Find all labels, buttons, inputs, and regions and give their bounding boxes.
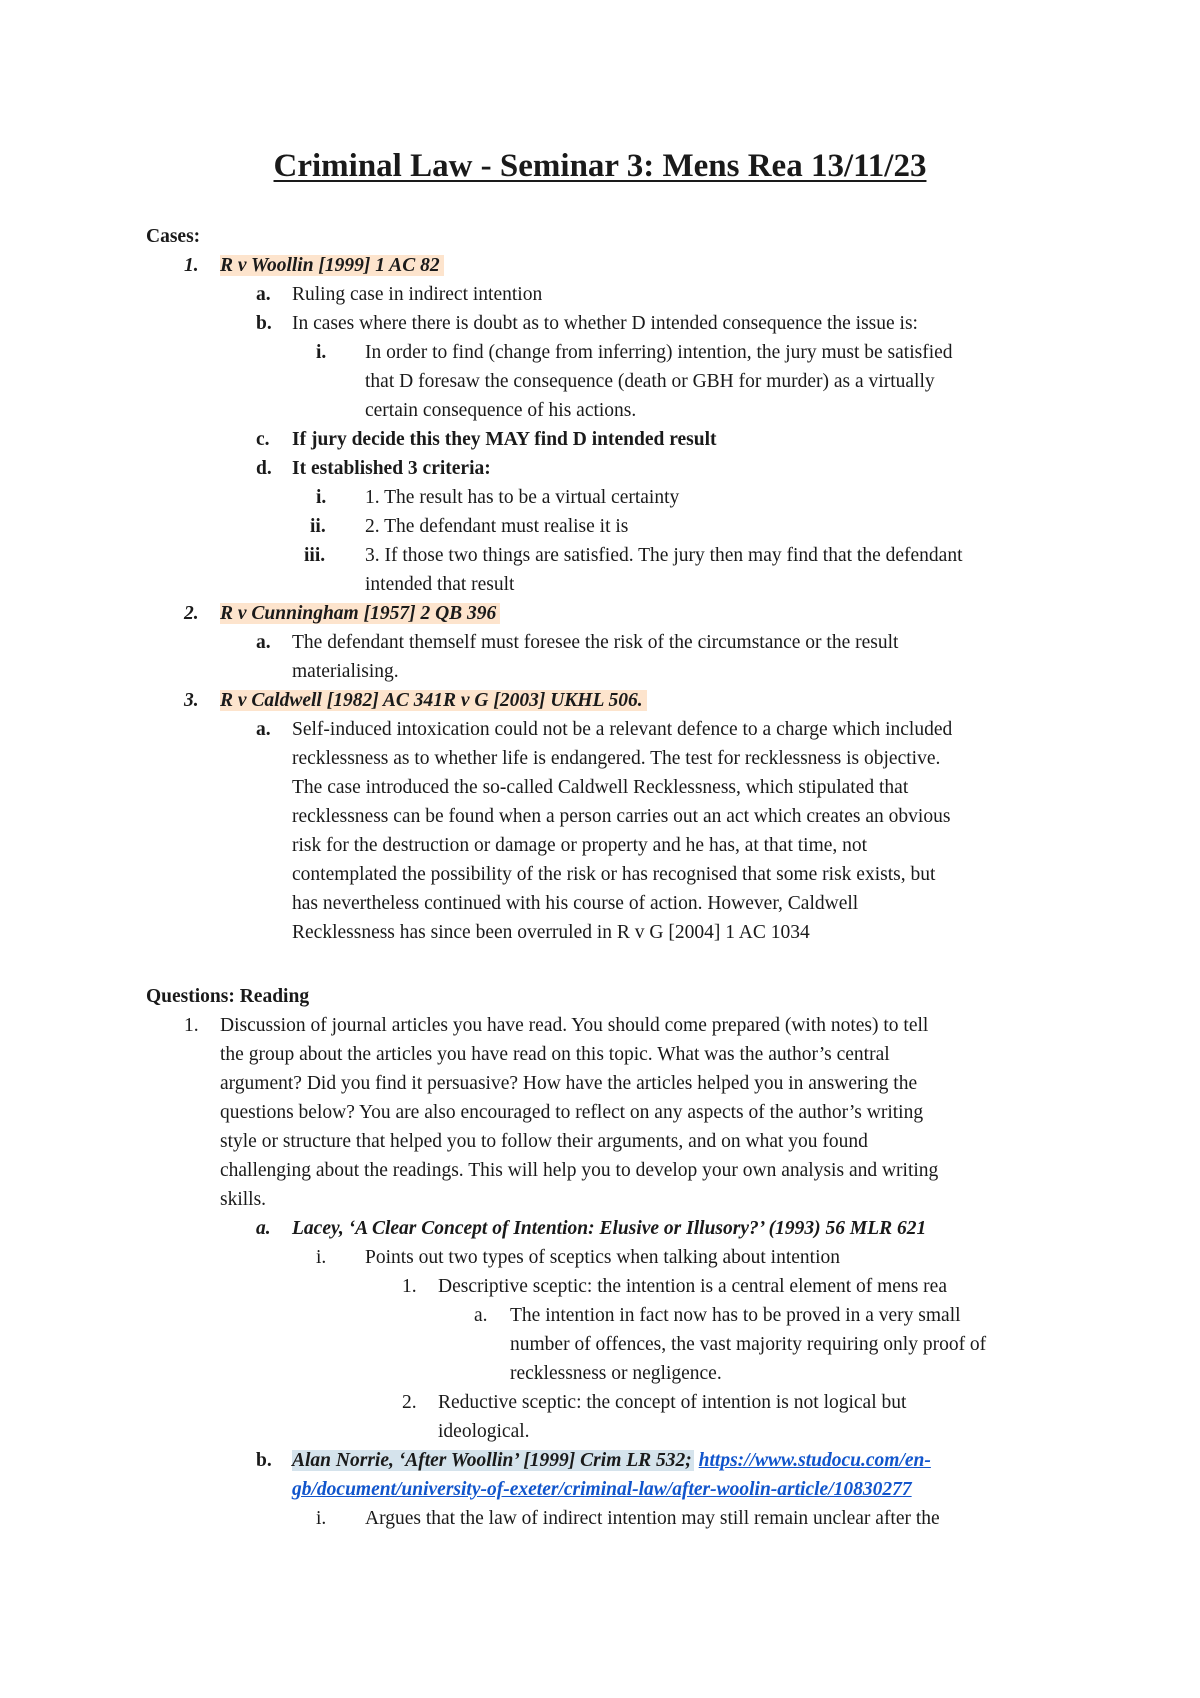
article-a-sub-1a-marker: a. xyxy=(474,1305,488,1326)
case-1-point-c: If jury decide this they MAY find D intended result xyxy=(292,429,717,450)
case-3-point-a-line-2: recklessness as to whether life is endangered. The test for recklessness is objective. xyxy=(292,748,941,769)
criteria-ii-marker: ii. xyxy=(310,516,326,537)
article-b-marker: b. xyxy=(256,1450,272,1471)
case-1-point-a-marker: a. xyxy=(256,284,271,305)
article-a-point-i-marker: i. xyxy=(316,1247,327,1268)
case-2-name: R v Cunningham [1957] 2 QB 396 xyxy=(220,599,500,628)
article-b-link-part-1[interactable]: https://www.studocu.com/en- xyxy=(698,1450,931,1471)
case-1-point-c-marker: c. xyxy=(256,429,270,450)
case-3-marker: 3. xyxy=(184,690,199,711)
case-3-name: R v Caldwell [1982] AC 341R v G [2003] UKHL 506. xyxy=(220,686,647,715)
article-a-sub-1-marker: 1. xyxy=(402,1276,417,1297)
article-a-marker: a. xyxy=(256,1218,271,1239)
case-3-point-a-line-7: has nevertheless continued with his course of action. However, Caldwell xyxy=(292,893,859,914)
question-1-line-2: the group about the articles you have read on this topic. What was the author’s central xyxy=(220,1044,890,1065)
criteria-iii-line-1: 3. If those two things are satisfied. The jury then may find that the defendant xyxy=(365,545,963,566)
article-a-sub-2-marker: 2. xyxy=(402,1392,417,1413)
case-1-point-b-i-line-3: certain consequence of his actions. xyxy=(365,400,637,421)
case-1-point-b-i-line-1: In order to find (change from inferring) intention, the jury must be satisfied xyxy=(365,342,953,363)
criteria-i: 1. The result has to be a virtual certainty xyxy=(365,487,680,508)
case-3-point-a-line-5: risk for the destruction or damage or property and he has, at that time, not xyxy=(292,835,868,856)
article-b-citation: Alan Norrie, ‘After Woollin’ [1999] Crim LR 532; xyxy=(292,1450,692,1471)
question-1-line-6: challenging about the readings. This will help you to develop your own analysis and writing xyxy=(220,1160,939,1181)
case-1-point-a: Ruling case in indirect intention xyxy=(292,284,543,305)
case-3-point-a-line-1: Self-induced intoxication could not be a relevant defence to a charge which included xyxy=(292,719,953,740)
question-1-line-1: Discussion of journal articles you have read. You should come prepared (with notes) to tell xyxy=(220,1015,929,1036)
case-2-point-a-line-1: The defendant themself must foresee the risk of the circumstance or the result xyxy=(292,632,899,653)
case-2-marker: 2. xyxy=(184,603,199,624)
case-3-point-a-line-8: Recklessness has since been overruled in R v G [2004] 1 AC 1034 xyxy=(292,922,810,943)
article-b-point-i-marker: i. xyxy=(316,1508,327,1529)
article-a-point-i: Points out two types of sceptics when talking about intention xyxy=(365,1247,840,1268)
article-a-sub-1a-line-1: The intention in fact now has to be proved in a very small xyxy=(510,1305,961,1326)
article-a-citation: Lacey, ‘A Clear Concept of Intention: Elusive or Illusory?’ (1993) 56 MLR 621 xyxy=(292,1218,927,1239)
case-1-point-b-i-marker: i. xyxy=(316,342,327,363)
case-2-point-a-marker: a. xyxy=(256,632,271,653)
criteria-i-marker: i. xyxy=(316,487,327,508)
article-a-sub-1a-line-3: recklessness or negligence. xyxy=(510,1363,722,1384)
article-a-sub-1: Descriptive sceptic: the intention is a central element of mens rea xyxy=(438,1276,947,1297)
case-3-point-a-line-4: recklessness can be found when a person carries out an act which creates an obvious xyxy=(292,806,951,827)
case-1-point-b-i-line-2: that D foresaw the consequence (death or GBH for murder) as a virtually xyxy=(365,371,935,392)
criteria-iii-marker: iii. xyxy=(304,545,326,566)
article-a-sub-2-line-1: Reductive sceptic: the concept of intention is not logical but xyxy=(438,1392,907,1413)
case-1-point-d-marker: d. xyxy=(256,458,272,479)
case-3-point-a-line-3: The case introduced the so-called Caldwell Recklessness, which stipulated that xyxy=(292,777,909,798)
article-a-sub-1a-line-2: number of offences, the vast majority requiring only proof of xyxy=(510,1334,987,1355)
question-1-line-3: argument? Did you find it persuasive? How have the articles helped you in answering the xyxy=(220,1073,918,1094)
case-3-point-a-marker: a. xyxy=(256,719,271,740)
case-1-point-d: It established 3 criteria: xyxy=(292,458,491,479)
criteria-iii-line-2: intended that result xyxy=(365,574,515,595)
question-1-line-5: style or structure that helped you to follow their arguments, and on what you found xyxy=(220,1131,868,1152)
question-1-line-4: questions below? You are also encouraged to reflect on any aspects of the author’s writing xyxy=(220,1102,924,1123)
article-b-point-i: Argues that the law of indirect intention may still remain unclear after the xyxy=(365,1508,940,1529)
article-b-citation-line xyxy=(292,1446,931,1475)
criteria-ii: 2. The defendant must realise it is xyxy=(365,516,629,537)
question-1-marker: 1. xyxy=(184,1015,199,1036)
question-1-line-7: skills. xyxy=(220,1189,267,1210)
case-1-name: R v Woollin [1999] 1 AC 82 xyxy=(220,251,444,280)
case-3-point-a-line-6: contemplated the possibility of the risk or has recognised that some risk exists, but xyxy=(292,864,936,885)
cases-heading: Cases: xyxy=(146,226,201,247)
case-1-point-b-marker: b. xyxy=(256,313,272,334)
article-b-link-line xyxy=(292,1475,912,1504)
article-b-link-part-2[interactable]: gb/document/university-of-exeter/criminal-law/after-woolin-article/10830277 xyxy=(292,1479,912,1500)
case-2-point-a-line-2: materialising. xyxy=(292,661,399,682)
questions-heading: Questions: Reading xyxy=(146,986,310,1007)
case-1-marker: 1. xyxy=(184,255,199,276)
article-a-sub-2-line-2: ideological. xyxy=(438,1421,530,1442)
case-1-point-b: In cases where there is doubt as to whether D intended consequence the issue is: xyxy=(292,313,918,334)
page-title: Criminal Law - Seminar 3: Mens Rea 13/11/23 xyxy=(273,148,927,184)
